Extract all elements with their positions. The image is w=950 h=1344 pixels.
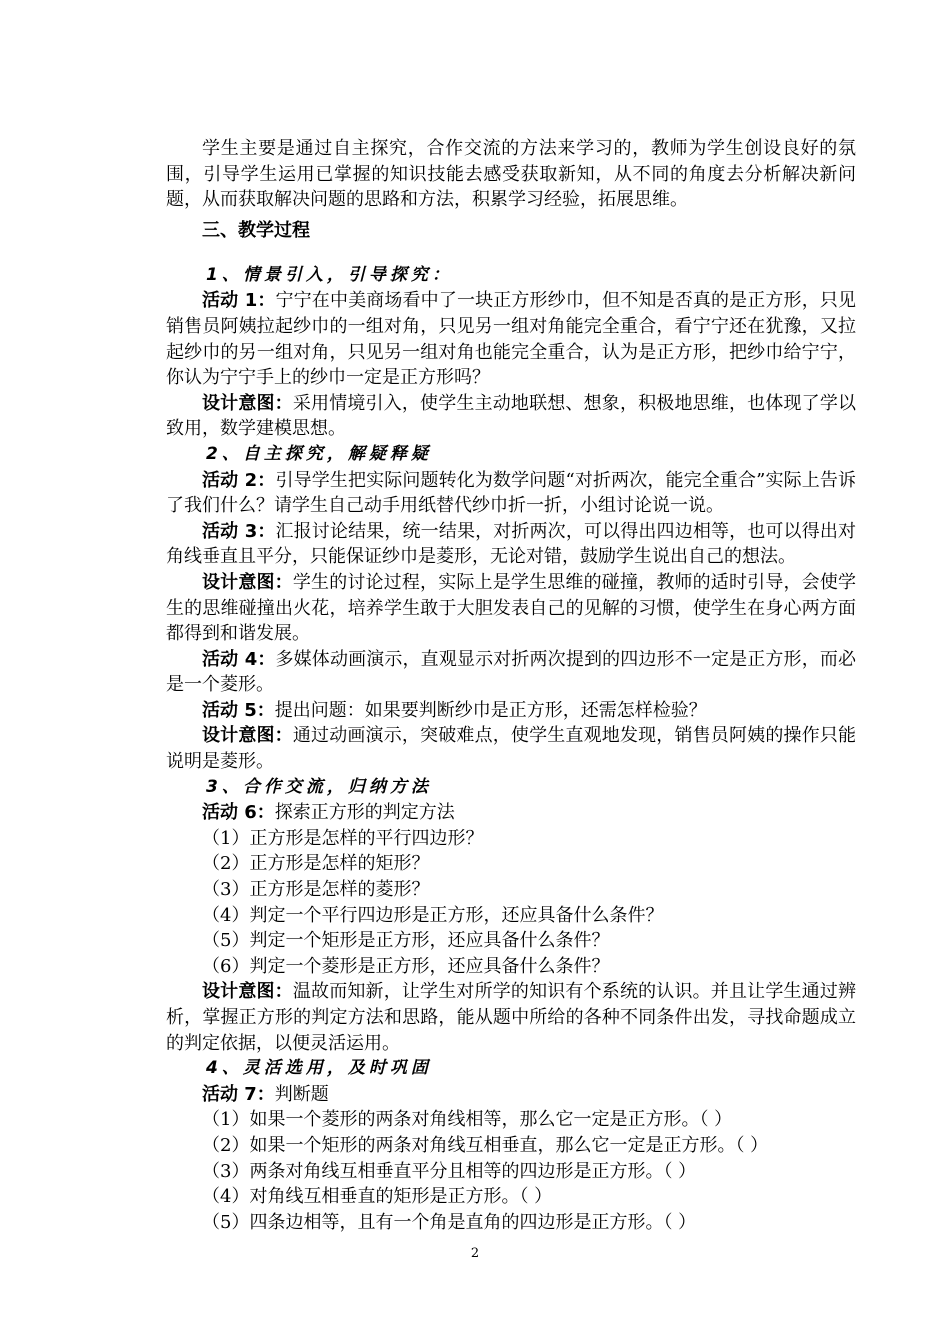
activity-2-label: 活动 2： <box>202 469 276 491</box>
activity-2 <box>166 468 856 519</box>
list-item: （5）判定一个矩形是正方形，还应具备什么条件？ <box>202 930 610 952</box>
design-intent-label: 设计意图： <box>202 571 293 593</box>
design-intent-4-text: 温故而知新，让学生对所学的知识有个系统的认识。并且让学生通过辨析，掌握正方形的判定方法和思路，能从题中所给的各种不同条件出发，寻找命题成立的判定依据，以便灵活运用。 <box>166 981 856 1054</box>
list-item: （4）判定一个平行四边形是正方形，还应具备什么条件？ <box>202 904 664 926</box>
activity-4 <box>166 647 856 698</box>
design-intent-1 <box>166 391 856 442</box>
activity-4-label: 活动 4： <box>202 648 276 670</box>
design-intent-4 <box>166 979 856 1056</box>
activity-6-text: 探索正方形的判定方法 <box>274 802 455 824</box>
subsection-1-title: 1、情景引入，引导探究： <box>206 264 453 285</box>
design-intent-label: 设计意图： <box>202 392 293 414</box>
activity-5 <box>166 698 856 724</box>
subsection-3-title: 3、合作交流，归纳方法 <box>206 776 432 797</box>
page-content <box>166 136 856 1235</box>
activity-5-label: 活动 5： <box>202 699 275 721</box>
activity-7 <box>166 1082 856 1108</box>
list-item: （4）对角线互相垂直的矩形是正方形。（ ） <box>202 1186 553 1208</box>
list-item: （1）正方形是怎样的平行四边形？ <box>202 827 484 849</box>
design-intent-label: 设计意图： <box>202 981 293 1003</box>
activity-6 <box>166 800 856 826</box>
design-intent-1-text: 采用情境引入，使学生主动地联想、想象，积极地思维，也体现了学以致用，数学建模思想。 <box>166 392 856 440</box>
list-item: （2）正方形是怎样的矩形？ <box>202 853 430 875</box>
activity-7-text: 判断题 <box>274 1083 329 1105</box>
list-item: （1）如果一个菱形的两条对角线相等，那么它一定是正方形。（ ） <box>202 1109 733 1131</box>
page-number: 2 <box>470 1246 480 1261</box>
activity-6-label: 活动 6： <box>202 802 275 824</box>
activity-3-label: 活动 3： <box>202 520 276 542</box>
subsection-4-title: 4、灵活选用，及时巩固 <box>206 1058 432 1079</box>
design-intent-label: 设计意图： <box>202 725 293 747</box>
activity-1-label: 活动 1： <box>202 290 276 312</box>
activity-4-text: 多媒体动画演示，直观显示对折两次提到的四边形不一定是正方形，而必是一个菱形。 <box>166 648 856 696</box>
activity-3-text: 汇报讨论结果，统一结果，对折两次，可以得出四边相等，也可以得出对角线垂直且平分，只能保证纱巾是菱形，无论对错，鼓励学生说出自己的想法。 <box>166 520 856 568</box>
design-intent-3-text: 通过动画演示，突破难点，使学生直观地发现，销售员阿姨的操作只能说明是菱形。 <box>166 725 856 773</box>
subsection-2-title: 2、自主探究，解疑释疑 <box>206 443 432 464</box>
section-title: 三、教学过程 <box>202 219 310 241</box>
activity-1-text: 宁宁在中美商场看中了一块正方形纱巾，但不知是否真的是正方形，只见销售员阿姨拉起纱巾的一组对角，只见另一组对角能完全重合，看宁宁还在犹豫，又拉起纱巾的另一组对角，只见另一组对角也能完全重合，认为是正方形，把纱巾给宁宁，你认为宁宁手上的纱巾一定是正方形吗？ <box>166 290 856 389</box>
activity-1 <box>166 288 856 390</box>
design-intent-3 <box>166 723 856 774</box>
activity-5-text: 提出问题：如果要判断纱巾是正方形，还需怎样检验？ <box>274 699 707 721</box>
list-item: （2）如果一个矩形的两条对角线互相垂直，那么它一定是正方形。（ ） <box>202 1134 769 1156</box>
activity-3 <box>166 519 856 570</box>
intro-paragraph: 学生主要是通过自主探究，合作交流的方法来学习的，教师为学生创设良好的氛围，引导学生运用已掌握的知识技能去感受获取新知，从不同的角度去分析解决新问题，从而获取解决问题的思路和方法，积累学习经验，拓展思维。 <box>166 138 856 211</box>
design-intent-2 <box>166 570 856 647</box>
design-intent-2-text: 学生的讨论过程，实际上是学生思维的碰撞，教师的适时引导，会使学生的思维碰撞出火花，培养学生敢于大胆发表自己的见解的习惯，使学生在身心两方面都得到和谐发展。 <box>166 571 856 645</box>
list-item: （6）判定一个菱形是正方形，还应具备什么条件？ <box>202 955 610 977</box>
list-item: （5）四条边相等，且有一个角是直角的四边形是正方形。（ ） <box>202 1211 697 1233</box>
activity-2-text: 引导学生把实际问题转化为数学问题“对折两次，能完全重合”实际上告诉了我们什么？请学生自己动手用纸替代纱巾折一折，小组讨论说一说。 <box>166 469 857 517</box>
list-item: （3）两条对角线互相垂直平分且相等的四边形是正方形。（ ） <box>202 1160 697 1182</box>
activity-7-label: 活动 7： <box>202 1083 275 1105</box>
list-item: （3）正方形是怎样的菱形？ <box>202 879 430 901</box>
